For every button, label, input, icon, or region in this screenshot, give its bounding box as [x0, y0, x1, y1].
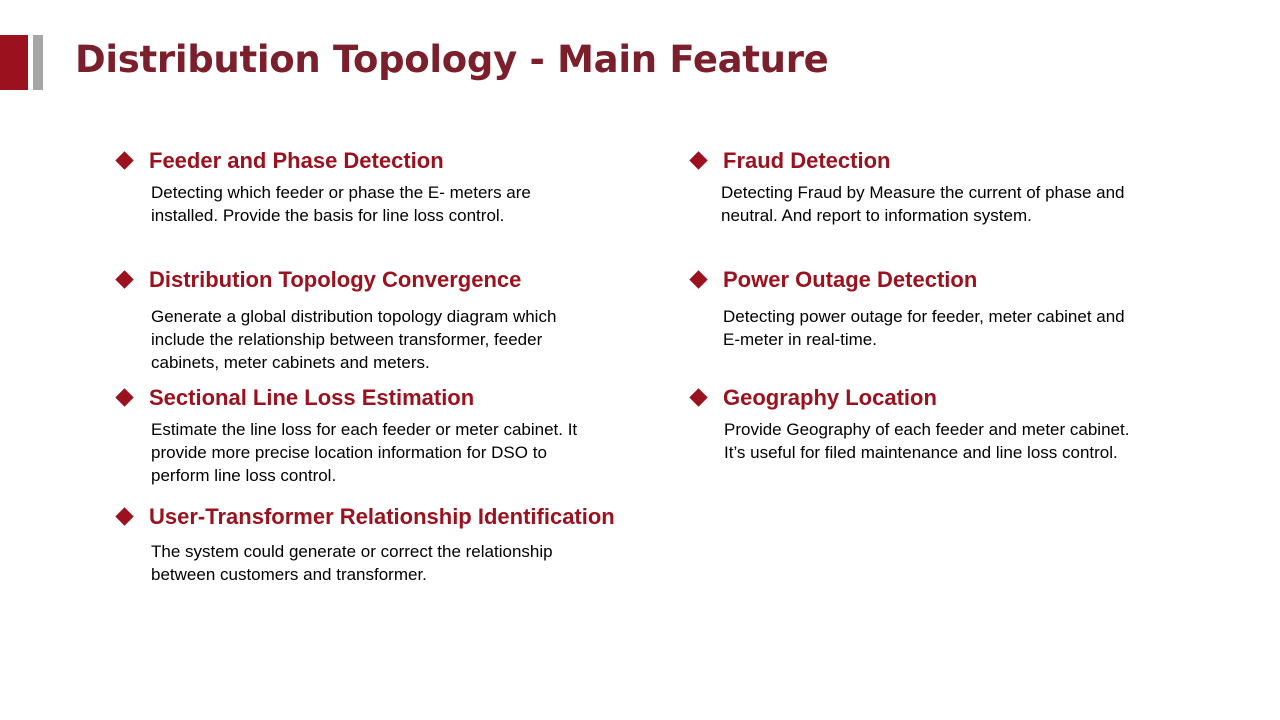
feature-heading: Geography Location [723, 385, 937, 410]
feature-description: Detecting power outage for feeder, meter cabinet and E-meter in real-time. [723, 307, 1125, 349]
feature-geography-location [689, 385, 1134, 464]
feature-description: Detecting which feeder or phase the E- meters are installed. Provide the basis for line loss control. [151, 183, 531, 225]
title-accent-bar-gray [33, 35, 43, 90]
feature-description: The system could generate or correct the relationship between customers and transformer. [151, 542, 553, 584]
feature-heading: Sectional Line Loss Estimation [149, 385, 475, 410]
feature-heading: Power Outage Detection [723, 267, 978, 292]
feature-description: Estimate the line loss for each feeder or meter cabinet. It provide more precise location information for DSO to perform line loss control. [151, 420, 578, 485]
feature-power-outage-detection [689, 267, 1143, 351]
title-accent-bar-red [0, 35, 28, 90]
feature-topology-convergence [115, 267, 591, 374]
diamond-bullet-icon [115, 507, 133, 525]
diamond-bullet-icon [689, 270, 707, 288]
feature-heading: Feeder and Phase Detection [149, 148, 444, 173]
feature-user-transformer-identification [115, 504, 615, 586]
feature-heading: User-Transformer Relationship Identification [149, 504, 615, 529]
diamond-bullet-icon [115, 388, 133, 406]
diamond-bullet-icon [115, 270, 133, 288]
diamond-bullet-icon [689, 151, 707, 169]
feature-description: Detecting Fraud by Measure the current of phase and neutral. And report to information system. [721, 183, 1125, 225]
diamond-bullet-icon [689, 388, 707, 406]
feature-description: Provide Geography of each feeder and meter cabinet. It’s useful for filed maintenance and line loss control. [724, 420, 1130, 462]
page-title: Distribution Topology - Main Feature [75, 38, 829, 81]
feature-description: Generate a global distribution topology diagram which include the relationship between transformer, feeder cabinets, meter cabinets and meters. [151, 307, 557, 372]
feature-heading: Fraud Detection [723, 148, 891, 173]
feature-feeder-phase-detection [115, 148, 581, 227]
feature-heading: Distribution Topology Convergence [149, 267, 522, 292]
feature-line-loss-estimation [115, 385, 591, 487]
diamond-bullet-icon [115, 151, 133, 169]
feature-fraud-detection [689, 148, 1141, 227]
